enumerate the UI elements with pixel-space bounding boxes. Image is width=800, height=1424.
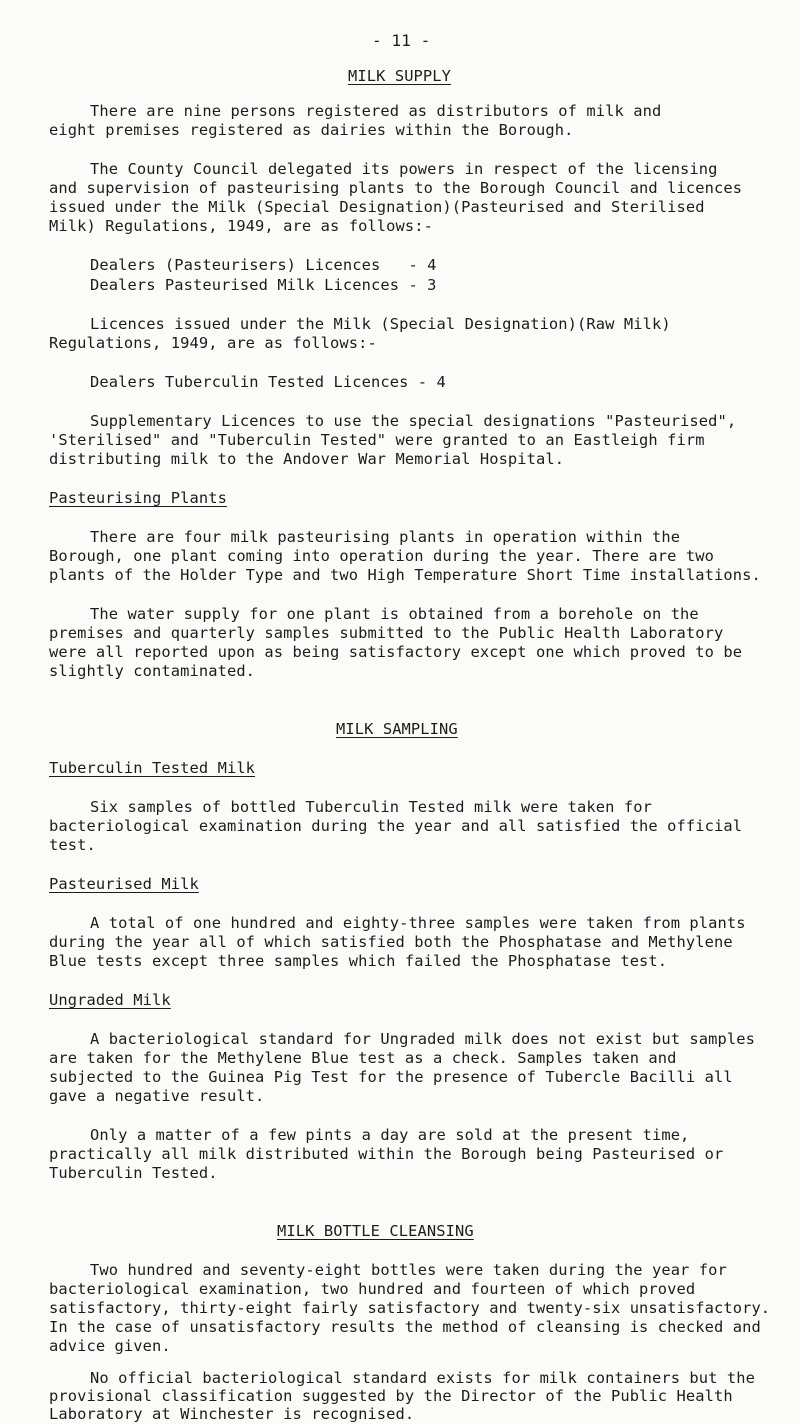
paragraph-line: bacteriological examination during the year and all satisfied the official xyxy=(49,817,743,835)
paragraph-line: Only a matter of a few pints a day are sold at the present time, xyxy=(90,1126,690,1144)
paragraph-line: Tuberculin Tested. xyxy=(49,1164,218,1182)
paragraph-line: eight premises registered as dairies within the Borough. xyxy=(49,121,574,139)
paragraph-line: Regulations, 1949, are as follows:- xyxy=(49,334,377,352)
paragraph-line: The water supply for one plant is obtained from a borehole on the xyxy=(90,605,699,623)
licence-item: Dealers Pasteurised Milk Licences - 3 xyxy=(90,276,437,294)
paragraph-line: Six samples of bottled Tuberculin Tested milk were taken for xyxy=(90,798,652,816)
paragraph-line: slightly contaminated. xyxy=(49,662,256,680)
paragraph-line: bacteriological examination, two hundred and fourteen of which proved xyxy=(49,1280,696,1298)
paragraph-line: premises and quarterly samples submitted to the Public Health Laboratory xyxy=(49,624,724,642)
paragraph-line: practically all milk distributed within the Borough being Pasteurised or xyxy=(49,1145,724,1163)
paragraph-line: No official bacteriological standard exists for milk containers but the xyxy=(90,1369,755,1387)
subheading-tuberculin-tested: Tuberculin Tested Milk xyxy=(49,759,256,777)
paragraph-line: are taken for the Methylene Blue test as a check. Samples taken and xyxy=(49,1049,677,1067)
paragraph-line: advice given. xyxy=(49,1337,171,1355)
paragraph-line: and supervision of pasteurising plants to the Borough Council and licences xyxy=(49,179,743,197)
paragraph-line: issued under the Milk (Special Designation)(Pasteurised and Sterilised xyxy=(49,198,705,216)
paragraph-line: Milk) Regulations, 1949, are as follows:- xyxy=(49,217,434,235)
paragraph-line: Licences issued under the Milk (Special Designation)(Raw Milk) xyxy=(90,315,671,333)
paragraph-line: The County Council delegated its powers in respect of the licensing xyxy=(90,160,718,178)
heading-bottle-cleansing: MILK BOTTLE CLEANSING xyxy=(277,1222,474,1240)
paragraph-line: subjected to the Guinea Pig Test for the presence of Tubercle Bacilli all xyxy=(49,1068,733,1086)
paragraph-line: There are four milk pasteurising plants in operation within the xyxy=(90,528,681,546)
paragraph-line: Laboratory at Winchester is recognised. xyxy=(49,1405,415,1423)
paragraph-line: were all reported upon as being satisfactory except one which proved to be xyxy=(49,643,743,661)
paragraph-line: satisfactory, thirty-eight fairly satisfactory and twenty-six unsatisfactory. xyxy=(49,1299,771,1317)
paragraph-line: distributing milk to the Andover War Memorial Hospital. xyxy=(49,450,565,468)
page-number: - 11 - xyxy=(372,31,431,50)
paragraph-line: In the case of unsatisfactory results the method of cleansing is checked and xyxy=(49,1318,761,1336)
licence-item: Dealers Tuberculin Tested Licences - 4 xyxy=(90,373,446,391)
paragraph-line: Two hundred and seventy-eight bottles were taken during the year for xyxy=(90,1261,727,1279)
paragraph-line: provisional classification suggested by the Director of the Public Health xyxy=(49,1387,733,1405)
paragraph-line: Supplementary Licences to use the special designations "Pasteurised", xyxy=(90,412,737,430)
heading-pasteurising-plants: Pasteurising Plants xyxy=(49,489,227,507)
subheading-ungraded: Ungraded Milk xyxy=(49,991,171,1009)
paragraph-line: A total of one hundred and eighty-three samples were taken from plants xyxy=(90,914,746,932)
paragraph-line: plants of the Holder Type and two High Temperature Short Time installations. xyxy=(49,566,761,584)
licence-item: Dealers (Pasteurisers) Licences - 4 xyxy=(90,256,437,274)
paragraph-line: There are nine persons registered as distributors of milk and xyxy=(90,102,662,120)
paragraph-line: A bacteriological standard for Ungraded milk does not exist but samples xyxy=(90,1030,755,1048)
paragraph-line: Blue tests except three samples which failed the Phosphatase test. xyxy=(49,952,668,970)
paragraph-line: 'Sterilised" and "Tuberculin Tested" were granted to an Eastleigh firm xyxy=(49,431,705,449)
paragraph-line: during the year all of which satisfied both the Phosphatase and Methylene xyxy=(49,933,733,951)
paragraph-line: test. xyxy=(49,836,96,854)
subheading-pasteurised: Pasteurised Milk xyxy=(49,875,199,893)
heading-milk-supply: MILK SUPPLY xyxy=(348,67,452,85)
paragraph-line: Borough, one plant coming into operation during the year. There are two xyxy=(49,547,714,565)
paragraph-line: gave a negative result. xyxy=(49,1087,265,1105)
heading-milk-sampling: MILK SAMPLING xyxy=(336,720,458,738)
